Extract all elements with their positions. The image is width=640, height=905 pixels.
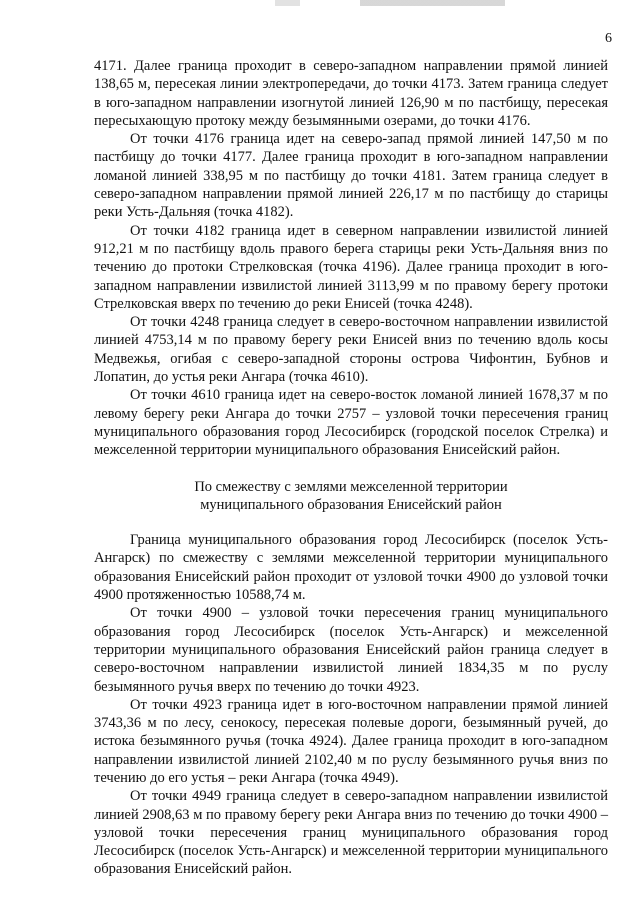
- document-body: [94, 57, 608, 879]
- paragraph-1: 4171. Далее граница проходит в северо-западном направлении прямой линией 138,65 м, пересекая линии электропередачи, до точки 4173. Затем граница следует в юго-западном направлении изогнутой линией 126,90 м по пастбищу, пересекая пересыхающую протоку между безымянными озерами, до точки 4176.: [94, 58, 608, 129]
- paragraph-4: От точки 4248 граница следует в северо-восточном направлении извилистой линией 4753,14 м по правому берегу реки Енисей вниз по течению вдоль косы Медвежья, огибая с северо-западной стороны острова Чифонтин, Бубнов и Лопатин, до устья реки Ангара (точка 4610).: [94, 314, 608, 386]
- paragraph-2: От точки 4176 граница идет на северо-запад прямой линией 147,50 м по пастбищу до точки 4177. Далее граница проходит в юго-западном направлении ломаной линией 338,95 м по пастбищу до точки 4181. Затем граница следует в северо-западном направлении прямой линией 226,17 м по пастбищу до старицы реки Усть-Дальняя (точка 4182).: [94, 131, 608, 221]
- paragraph-3: От точки 4182 граница идет в северном направлении извилистой линией 912,21 м по пастбищу вдоль правого берега старицы реки Усть-Дальняя вниз по течению до протоки Стрелковская (точка 4196). Далее граница проходит в юго-западном направлении извилистой линией 3113,99 м по правому берегу протоки Стрелковская вверх по течению до реки Енисей (точка 4248).: [94, 222, 608, 312]
- section-heading-line-1: По смежеству с землями межселенной территории: [194, 478, 508, 495]
- paragraph-9: От точки 4949 граница следует в северо-западном направлении извилистой линией 2908,63 м по правому берегу реки Ангара вниз по течению до точки 4900 – узловой точки пересечения границ муниципального образования город Лесосибирск (поселок Усть-Ангарск) и межселенной территории муниципального образования Енисейский район.: [94, 788, 608, 878]
- page-number: 6: [605, 31, 612, 46]
- paragraph-8: От точки 4923 граница идет в юго-восточном направлении прямой линией 3743,36 м по лесу, сенокосу, пересекая полевые дороги, безымянный ручей, до истока безымянного ручья (точка 4924). Далее граница проходит в юго-западном направлении извилистой линией 2102,40 м по руслу безымянного ручья вниз по течению до его устья – реки Ангара (точка 4949).: [94, 696, 608, 786]
- paragraph-5: От точки 4610 граница идет на северо-восток ломаной линией 1678,37 м по левому берегу реки Ангара до точки 2757 – узловой точки пересечения границ муниципального образования город Лесосибирск (городской поселок Стрелка) и межселенной территории муниципального образования Енисейский район.: [94, 387, 608, 459]
- paragraph-6: Граница муниципального образования город Лесосибирск (поселок Усть-Ангарск) по смежеству с землями межселенной территории муниципального образования Енисейский район проходит от узловой точки 4900 до узловой точки 4900 протяженностью 10588,74 м.: [94, 532, 608, 604]
- paragraph-7: От точки 4900 – узловой точки пересечения границ муниципального образования город Лесосибирск (поселок Усть-Ангарск) и межселенной территории муниципального образования Енисейский район граница следует в северо-восточном направлении извилистой линией 1834,35 м по руслу безымянного ручья вверх по течению до точки 4923.: [94, 605, 608, 695]
- scan-artifact: [255, 0, 505, 6]
- section-heading-line-2: муниципального образования Енисейский район: [200, 496, 502, 513]
- section-heading: [94, 478, 608, 515]
